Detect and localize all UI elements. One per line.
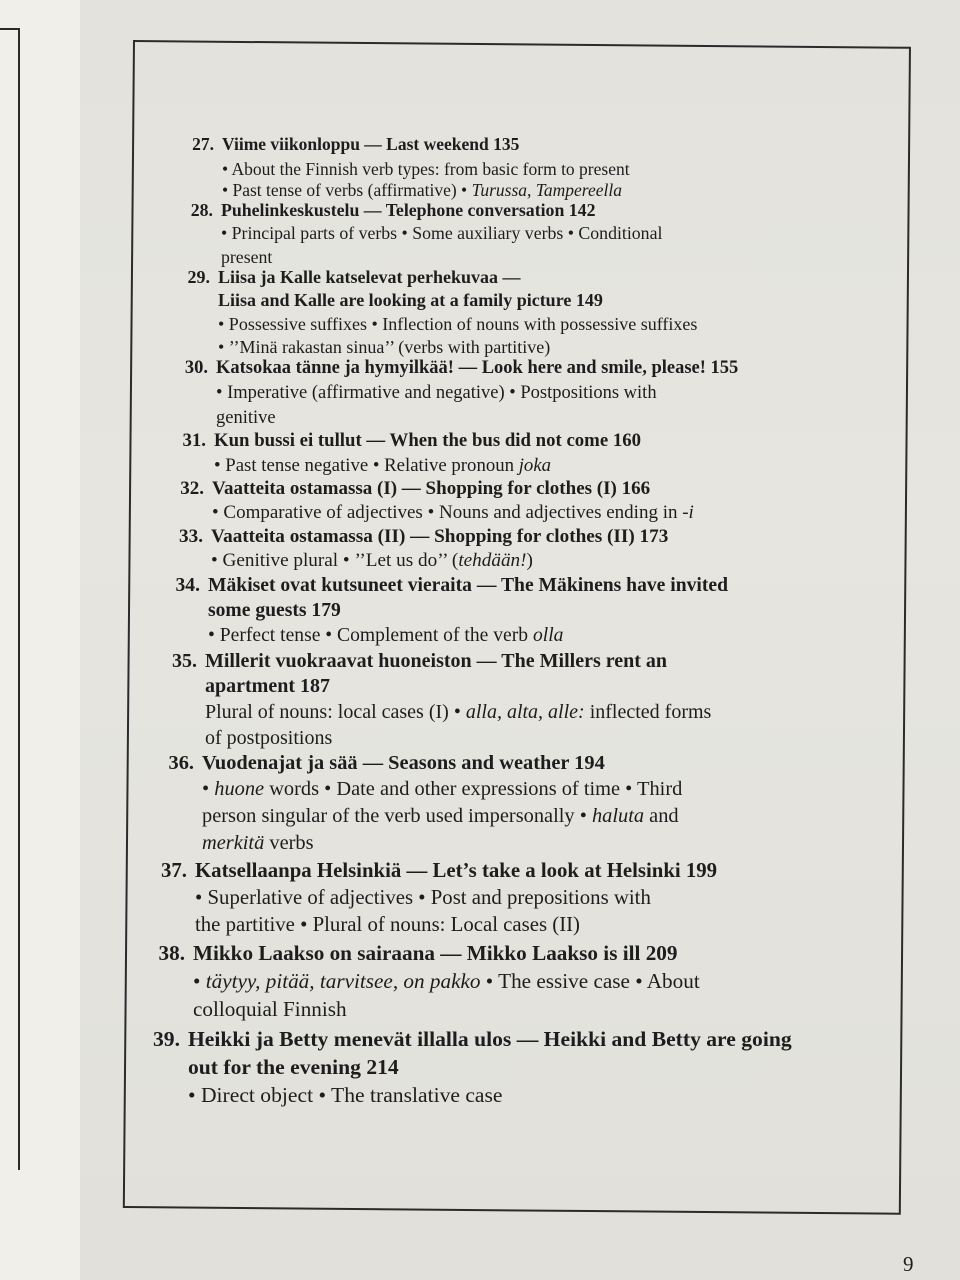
toc-entry-number: 38. xyxy=(158,941,185,965)
toc-entry-description: • Principal parts of verbs • Some auxiliary verbs • Conditional xyxy=(221,223,663,243)
toc-entry-title: out for the evening 214 xyxy=(188,1055,399,1079)
toc-entry-description: colloquial Finnish xyxy=(193,997,347,1021)
toc-entry-description: • huone words • Date and other expressions of time • Third xyxy=(202,778,683,800)
toc-entry-description: of postpositions xyxy=(205,727,333,749)
toc-entry-number: 32. xyxy=(180,478,204,499)
toc-entry-description: person singular of the verb used impersonally • haluta and xyxy=(202,805,679,827)
toc-entry-description: merkitä verbs xyxy=(202,832,314,854)
toc-entry-title: Liisa ja Kalle katselevat perhekuvaa — xyxy=(218,267,521,287)
toc-entry-title: Liisa and Kalle are looking at a family picture 149 xyxy=(218,290,603,310)
toc-entry-title: Mikko Laakso on sairaana — Mikko Laakso is ill 209 xyxy=(193,941,678,965)
toc-entry-number: 27. xyxy=(192,134,214,154)
toc-entry-number: 31. xyxy=(182,430,206,451)
toc-entry-description: • Comparative of adjectives • Nouns and adjectives ending in -i xyxy=(212,502,694,523)
toc-entry-description: • Past tense of verbs (affirmative) • Turussa, Tampereella xyxy=(222,180,622,200)
toc-entry-description: • Possessive suffixes • Inflection of nouns with possessive suffixes xyxy=(218,314,698,334)
toc-entry-title: apartment 187 xyxy=(205,675,330,697)
toc-entry-description: • ’’Minä rakastan sinua’’ (verbs with partitive) xyxy=(218,337,551,357)
toc-entry-title: Vuodenajat ja sää — Seasons and weather 194 xyxy=(202,752,605,774)
toc-entry-title: some guests 179 xyxy=(208,600,341,621)
toc-entry-number: 29. xyxy=(187,267,210,287)
page-number: 9 xyxy=(903,1252,914,1276)
toc-entry-title: Kun bussi ei tullut — When the bus did not come 160 xyxy=(214,430,642,451)
toc-entry-number: 35. xyxy=(172,650,197,672)
toc-entry-title: Viime viikonloppu — Last weekend 135 xyxy=(222,134,520,154)
toc-entry-title: Vaatteita ostamassa (I) — Shopping for clothes (I) 166 xyxy=(212,478,651,499)
toc-entry-description: the partitive • Plural of nouns: Local cases (II) xyxy=(195,913,580,936)
toc-entry-description: present xyxy=(221,247,273,267)
toc-entry-number: 36. xyxy=(168,752,194,774)
toc-entry-title: Katsellaanpa Helsinkiä — Let’s take a look at Helsinki 199 xyxy=(195,859,718,882)
toc-entry-number: 33. xyxy=(179,526,203,547)
toc-entry-title: Mäkiset ovat kutsuneet vieraita — The Mäkinens have invited xyxy=(208,575,728,596)
toc-entry-description: • Past tense negative • Relative pronoun joka xyxy=(214,455,552,476)
toc-entry-description: • About the Finnish verb types: from basic form to present xyxy=(222,159,630,179)
toc-entry-description: genitive xyxy=(216,408,276,428)
toc-entry-number: 39. xyxy=(153,1027,180,1051)
toc-entry-description: • Imperative (affirmative and negative) • Postpositions with xyxy=(216,383,657,403)
toc-entry-description: Plural of nouns: local cases (I) • alla, alta, alle: inflected forms xyxy=(205,701,712,723)
toc-entry-title: Heikki ja Betty menevät illalla ulos — Heikki and Betty are going xyxy=(188,1027,792,1051)
toc-entry-title: Millerit vuokraavat huoneiston — The Millers rent an xyxy=(205,650,668,672)
toc-entry-description: • Perfect tense • Complement of the verb olla xyxy=(208,625,564,646)
toc-entry-number: 30. xyxy=(184,358,208,378)
toc-entry-title: Katsokaa tänne ja hymyilkää! — Look here and smile, please! 155 xyxy=(216,358,739,378)
toc-entry-description: • Superlative of adjectives • Post and prepositions with xyxy=(195,886,651,909)
toc-entry-title: Puhelinkeskustelu — Telephone conversation 142 xyxy=(221,200,596,220)
toc-entry-description: • Direct object • The translative case xyxy=(188,1083,503,1107)
toc-entry-description: • täytyy, pitää, tarvitsee, on pakko • The essive case • About xyxy=(193,969,700,993)
toc-entry-number: 28. xyxy=(190,200,213,220)
toc-entry-description: • Genitive plural • ’’Let us do’’ (tehdään!) xyxy=(211,550,533,571)
toc-entry-number: 34. xyxy=(175,575,200,596)
toc-entry-number: 37. xyxy=(161,859,187,882)
toc-entry-title: Vaatteita ostamassa (II) — Shopping for clothes (II) 173 xyxy=(211,526,669,547)
